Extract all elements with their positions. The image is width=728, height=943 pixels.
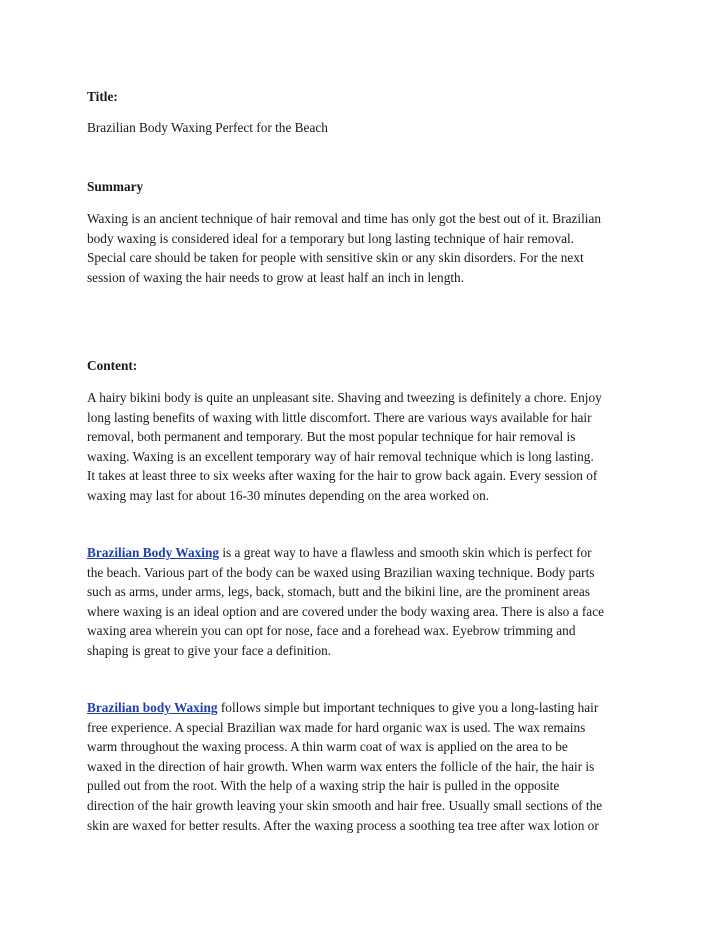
- content-line: It takes at least three to six weeks after waxing for the hair to grow back again. Every session of: [87, 468, 598, 484]
- content-line: [87, 698, 657, 718]
- content-line: waxed in the direction of hair growth. When warm wax enters the follicle of the hair, the hair is: [87, 758, 595, 774]
- content-paragraph-1: [87, 388, 657, 506]
- summary-paragraph: [87, 209, 657, 287]
- summary-line: session of waxing the hair needs to grow at least half an inch in length.: [87, 269, 465, 285]
- title-text: [87, 118, 657, 138]
- content-line: [87, 543, 657, 563]
- content-line: warm throughout the waxing process. A thin warm coat of wax is applied on the area to be: [87, 739, 568, 755]
- content-line: skin are waxed for better results. After the waxing process a soothing tea tree after wax lotion or: [87, 817, 599, 833]
- brazilian-body-waxing-link-2[interactable]: Brazilian body Waxing: [87, 700, 218, 715]
- summary-line: Waxing is an ancient technique of hair removal and time has only got the best out of it. Brazilian: [87, 211, 602, 226]
- content-line: such as arms, under arms, legs, back, stomach, butt and the bikini line, are the prominent areas: [87, 584, 590, 600]
- content-line: free experience. A special Brazilian wax made for hard organic wax is used. The wax remains: [87, 719, 586, 735]
- summary-line: Special care should be taken for people with sensitive skin or any skin disorders. For the next: [87, 250, 584, 266]
- content-line: shaping is great to give your face a definition.: [87, 642, 332, 658]
- content-line: A hairy bikini body is quite an unpleasant site. Shaving and tweezing is definitely a chore. Enjoy: [87, 390, 602, 405]
- content-paragraph-3: [87, 698, 657, 835]
- content-heading: Content:: [87, 358, 138, 373]
- content-line-rest: follows simple but important techniques to give you a long-lasting hair: [217, 700, 599, 715]
- title-heading: Title:: [87, 89, 118, 104]
- content-line: waxing area wherein you can opt for nose, face and a forehead wax. Eyebrow trimming and: [87, 623, 576, 639]
- brazilian-body-waxing-link[interactable]: Brazilian Body Waxing: [87, 545, 220, 560]
- content-line: pulled out from the root. With the help of a waxing strip the hair is pulled in the opposite: [87, 778, 560, 794]
- title-line: Brazilian Body Waxing Perfect for the Beach: [87, 120, 328, 135]
- content-line: the beach. Various part of the body can be waxed using Brazilian waxing technique. Body parts: [87, 564, 595, 580]
- content-line: long lasting benefits of waxing with little discomfort. There are various ways available for hair: [87, 409, 592, 425]
- summary-line: body waxing is considered ideal for a temporary but long lasting technique of hair removal.: [87, 230, 575, 246]
- content-line-rest: is a great way to have a flawless and smooth skin which is perfect for: [219, 545, 592, 560]
- summary-heading: Summary: [87, 179, 144, 194]
- content-line: where waxing is an ideal option and are covered under the body waxing area. There is also a face: [87, 603, 605, 619]
- content-line: waxing may last for about 16-30 minutes depending on the area worked on.: [87, 487, 490, 503]
- content-line: waxing. Waxing is an excellent temporary way of hair removal technique which is long lasting.: [87, 448, 594, 464]
- content-paragraph-2: [87, 543, 657, 661]
- content-line: direction of the hair growth leaving your skin smooth and hair free. Usually small sections of the: [87, 797, 603, 813]
- content-line: removal, both permanent and temporary. But the most popular technique for hair removal is: [87, 429, 576, 445]
